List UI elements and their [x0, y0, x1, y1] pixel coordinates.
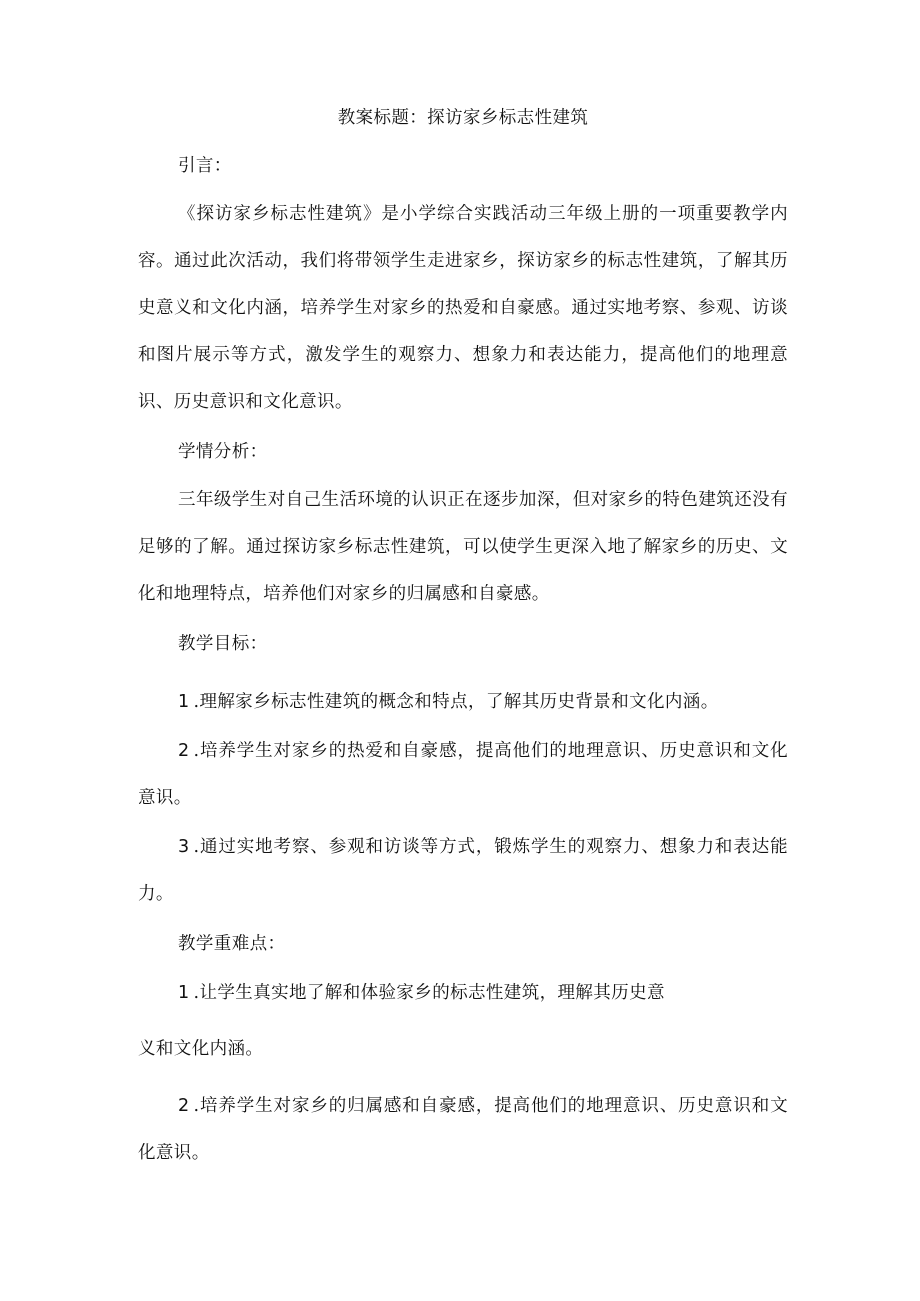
key-point-item-text-line1: .让学生真实地了解和体验家乡的标志性建筑，理解其历史意 [193, 983, 665, 1003]
key-points-heading: 教学重难点： [178, 934, 286, 954]
document-page [138, 104, 788, 1179]
objective-item-number: 2 [178, 741, 190, 761]
objective-item-3 [138, 824, 788, 918]
key-point-item-number: 1 [178, 983, 190, 1003]
key-point-item-2 [138, 1083, 788, 1177]
analysis-heading: 学情分析： [178, 442, 268, 462]
objective-item-1 [138, 679, 788, 726]
key-point-item-1 [138, 979, 788, 1007]
objective-item-text: .通过实地考察、参观和访谈等方式，锻炼学生的观察力、想象力和表达能力。 [138, 837, 788, 904]
intro-heading: 引言： [178, 156, 232, 176]
key-point-item-text: .培养学生对家乡的归属感和自豪感，提高他们的地理意识、历史意识和文化意识。 [138, 1096, 788, 1163]
objective-item-number: 3 [178, 837, 190, 857]
intro-paragraph: 《探访家乡标志性建筑》是小学综合实践活动三年级上册的一项重要教学内容。通过此次活动，我们将带领学生走进家乡，探访家乡的标志性建筑，了解其历史意义和文化内涵，培养学生对家乡的热爱和自豪感。通过实地考察、参观、访谈和图片展示等方式，激发学生的观察力、想象力和表达能力，提高他们的地理意识、历史意识和文化意识。 [138, 204, 788, 412]
objective-item-number: 1 [178, 692, 190, 712]
objective-item-text: .培养学生对家乡的热爱和自豪感，提高他们的地理意识、历史意识和文化意识。 [138, 741, 788, 808]
objectives-heading: 教学目标： [178, 634, 268, 654]
objective-item-text: .理解家乡标志性建筑的概念和特点，了解其历史背景和文化内涵。 [193, 692, 719, 712]
objective-item-2 [138, 728, 788, 822]
document-title: 教案标题：探访家乡标志性建筑 [337, 108, 589, 128]
analysis-paragraph: 三年级学生对自己生活环境的认识正在逐步加深，但对家乡的特色建筑还没有足够的了解。通过探访家乡标志性建筑，可以使学生更深入地了解家乡的历史、文化和地理特点，培养他们对家乡的归属感和自豪感。 [138, 490, 788, 604]
key-point-item-1-continuation: 义和文化内涵。 [138, 1039, 264, 1059]
key-point-item-number: 2 [178, 1096, 190, 1116]
